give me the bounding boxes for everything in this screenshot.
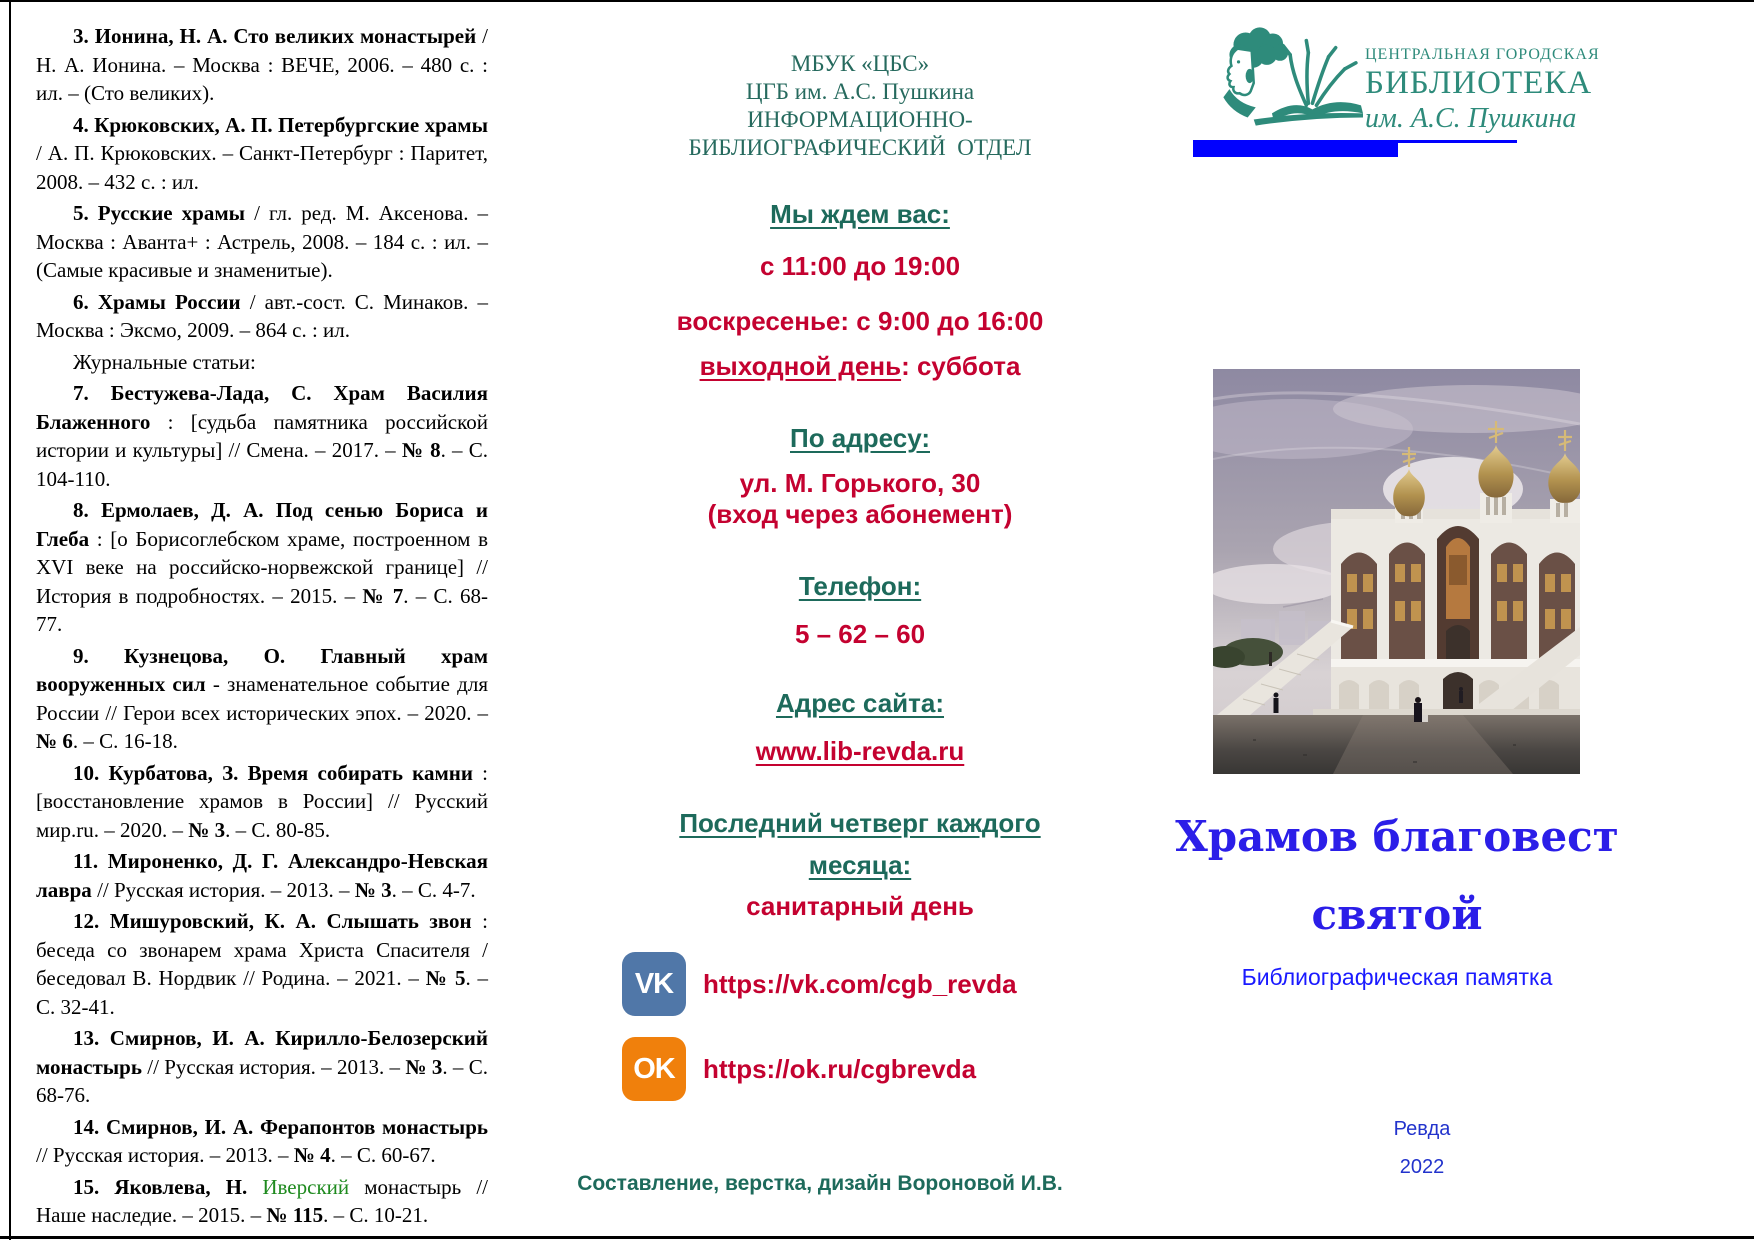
org-line-3: ИНФОРМАЦИОННО-	[747, 107, 973, 132]
bib-section-heading: Журнальные статьи:	[73, 349, 256, 374]
ok-row	[622, 1037, 976, 1101]
org-line-1: МБУК «ЦБС»	[790, 51, 930, 76]
contact-column	[600, 0, 1120, 1240]
cover-title-line-2: святой	[1311, 890, 1483, 939]
vk-row	[622, 952, 1017, 1016]
cover-title-line-1: Храмов благовест	[1175, 812, 1619, 861]
bib-item: 4. Крюковских, А. П. Петербургские храмы / А. П. Крюковских. – Санкт-Петербург : Паритет, 2008. – 432 с. : ил.	[36, 112, 488, 194]
address-heading: По адресу:	[790, 423, 930, 453]
bib-item: 9. Кузнецова, О. Главный храм вооруженных сил - знаменательное событие для России // Герои всех исторических эпох. – 2020. – № 6. – С. 16-18.	[36, 643, 488, 753]
cover-subtitle: Библиографическая памятка	[1241, 964, 1553, 990]
bib-item: 8. Ермолаев, Д. А. Под сенью Бориса и Глеба : [о Борисоглебском храме, построенном в XVI веке на российско-норвежской границе] // История в подробностях. – 2015. – № 7. – С. 68-77.	[36, 498, 489, 636]
bib-item: 12. Мишуровский, К. А. Слышать звон : беседа со звонарем храма Христа Спасителя / беседовал В. Нордвик // Родина. – 2021. – № 5. – С. 32-41.	[36, 909, 489, 1019]
bibliography-list	[36, 22, 488, 1230]
ok-link[interactable]: https://ok.ru/cgbrevda	[703, 1053, 977, 1084]
library-name-line-1: ЦЕНТРАЛЬНАЯ ГОРОДСКАЯ	[1365, 46, 1600, 63]
sanitary-heading-line-2: месяца:	[808, 850, 912, 880]
blue-accent-line	[1398, 140, 1517, 143]
org-line-2: ЦГБ им. А.С. Пушкина	[745, 79, 975, 104]
ok-icon-glyph: OK	[633, 1052, 675, 1085]
hours-weekdays: с 11:00 до 19:00	[759, 251, 961, 281]
site-heading: Адрес сайта:	[775, 688, 945, 718]
address-line-2: (вход через абонемент)	[707, 499, 1013, 529]
vk-icon	[622, 952, 686, 1016]
library-logo-icon	[1193, 26, 1363, 128]
bib-item: 11. Мироненко, Д. Г. Александро-Невская лавра // Русская история. – 2013. – № 3. – С. 4-7.	[36, 849, 488, 902]
dayoff-label: выходной день	[699, 351, 902, 381]
bib-item: 3. Ионина, Н. А. Сто великих монастырей / Н. А. Ионина. – Москва : ВЕЧЕ, 2006. – 480 с. : ил. – (Сто великих).	[36, 24, 488, 105]
credit-line: Составление, верстка, дизайн Вороновой И.В.	[577, 1172, 1063, 1195]
site-url-link[interactable]: www.lib-revda.ru	[755, 736, 965, 766]
org-name-block	[600, 50, 1120, 162]
dayoff-line	[600, 352, 1120, 381]
sanitary-heading-line-1: Последний четверг каждого	[679, 808, 1041, 838]
phone-heading: Телефон:	[798, 571, 922, 601]
org-line-4: БИБЛИОГРАФИЧЕСКИЙ ОТДЕЛ	[688, 135, 1032, 160]
imprint-place: Ревда	[1393, 1118, 1451, 1140]
imprint-year: 2022	[1399, 1156, 1445, 1178]
phone-number: 5 – 62 – 60	[794, 619, 926, 649]
address-line-1: ул. М. Горького, 30	[739, 468, 981, 498]
bib-item: 5. Русские храмы / гл. ред. М. Аксенова. – Москва : Аванта+ : Астрель, 2008. – 184 с. : ил. – (Самые красивые и знаменитые).	[36, 201, 488, 282]
bib-item: 13. Смирнов, И. А. Кирилло-Белозерский монастырь // Русская история. – 2013. – № 3. – С. 68-76.	[36, 1026, 488, 1107]
library-logo-text	[1365, 46, 1600, 135]
cathedral-photo	[1213, 369, 1580, 774]
bib-item: 6. Храмы России / авт.-сост. С. Минаков. – Москва : Эксмо, 2009. – 864 с. : ил.	[36, 289, 488, 342]
bib-item: 15. Яковлева, Н. Иверский монастырь // Наше наследие. – 2015. – № 115. – С. 10-21.	[36, 1174, 489, 1227]
bib-item: 14. Смирнов, И. А. Ферапонтов монастырь // Русская история. – 2013. – № 4. – С. 60-67.	[36, 1114, 488, 1167]
vk-icon-glyph: VK	[634, 967, 674, 1000]
library-name-line-3: им. А.С. Пушкина	[1365, 103, 1577, 134]
blue-accent-bar	[1193, 140, 1398, 157]
dayoff-value: : суббота	[901, 351, 1021, 381]
sanitary-value: санитарный день	[746, 891, 974, 921]
library-name-line-2: БИБЛИОТЕКА	[1365, 65, 1593, 101]
bib-item: 10. Курбатова, З. Время собирать камни : [восстановление храмов в России] // Русский мир.ru. – 2020. – № 3. – С. 80-85.	[36, 760, 489, 842]
vk-link[interactable]: https://vk.com/cgb_revda	[703, 968, 1017, 999]
bib-item: 7. Бестужева-Лада, С. Храм Василия Блаженного : [судьба памятника российской истории и культуры] // Смена. – 2017. – № 8. – С. 104-110.	[36, 381, 488, 491]
page-border-left	[9, 0, 11, 1240]
hours-heading: Мы ждем вас:	[770, 199, 950, 229]
hours-sunday: воскресенье: с 9:00 до 16:00	[676, 306, 1044, 336]
ok-icon	[622, 1037, 686, 1101]
bibliography-column	[36, 22, 488, 1233]
